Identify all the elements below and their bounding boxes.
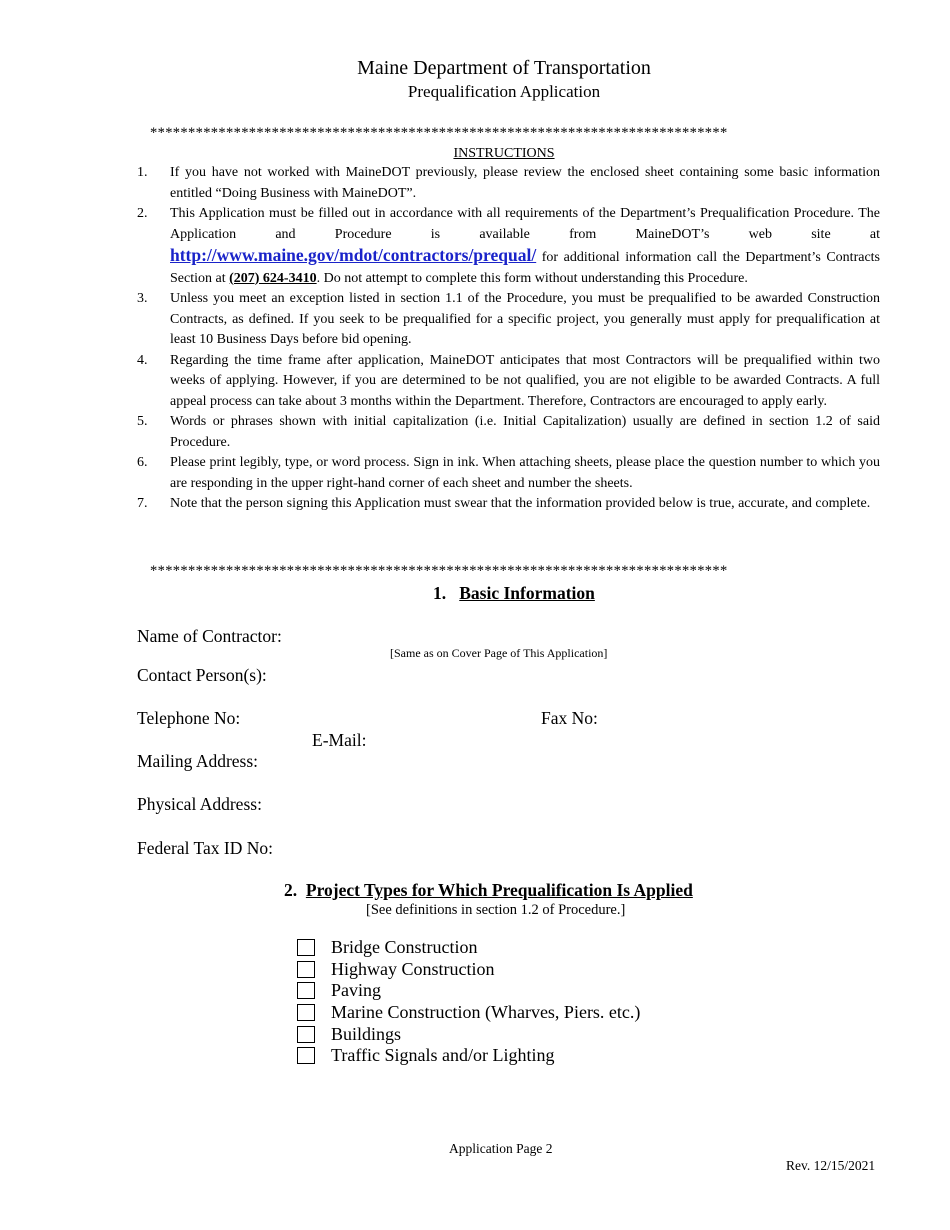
- document-subtitle: Prequalification Application: [407, 82, 601, 101]
- contractor-name-label: Name of Contractor:: [137, 626, 282, 646]
- section2-number: 2.: [284, 880, 298, 900]
- project-type-option: [297, 1002, 640, 1024]
- instruction-text: Regarding the time frame after application, MaineDOT anticipates that most Contractors will be prequalified within two weeks of applying. However, if you are determined to be not qualified, you are not eligible to be awarded Contracts. A full appeal process can take about 3 months within the Department. Therefore, Contractors are encouraged to apply early.: [170, 352, 880, 409]
- highway-construction-checkbox[interactable]: [297, 961, 315, 978]
- email-label: E-Mail:: [312, 730, 367, 750]
- checkbox-label: Bridge Construction: [331, 937, 478, 958]
- section1-number: 1.: [433, 583, 447, 603]
- instruction-item: [137, 163, 880, 204]
- telephone-label: Telephone No:: [137, 708, 241, 728]
- instruction-number: 2.: [137, 206, 148, 221]
- section2-title: Project Types for Which Prequalification Is Applied: [305, 880, 693, 900]
- fax-label: Fax No:: [541, 708, 598, 728]
- instruction-item: [137, 494, 880, 515]
- contracts-phone-number: (207) 624-3410: [229, 270, 317, 286]
- checkbox-label: Buildings: [331, 1023, 402, 1044]
- instruction-number: 1.: [137, 165, 148, 180]
- instruction-number: 7.: [137, 496, 148, 511]
- checkbox-label: Traffic Signals and/or Lighting: [331, 1045, 555, 1066]
- instruction-item: [137, 412, 880, 453]
- contractor-name-note: [Same as on Cover Page of This Application]: [390, 646, 608, 660]
- contact-person-label: Contact Person(s):: [137, 665, 267, 685]
- project-type-option: [297, 959, 640, 981]
- mailing-address-label: Mailing Address:: [137, 751, 259, 771]
- checkbox-label: Paving: [331, 980, 382, 1001]
- separator-bottom: ****************************************************************************: [150, 563, 728, 579]
- instruction-text-part: for additional information call the Department’s Contracts Section at: [170, 250, 880, 286]
- instruction-text: Unless you meet an exception listed in section 1.1 of the Procedure, you must be prequalified to be awarded Construction Contracts, as defined. If you seek to be prequalified for a specific project, you generally must apply for prequalification at least 10 Business Days before bid opening.: [170, 291, 880, 347]
- instruction-text: Note that the person signing this Application must swear that the information provided below is true, accurate, and complete.: [170, 496, 871, 511]
- marine-construction-checkbox[interactable]: [297, 1004, 315, 1021]
- instruction-item: [137, 204, 880, 289]
- instruction-item: [137, 351, 880, 413]
- checkbox-label: Marine Construction (Wharves, Piers. etc.): [331, 1002, 641, 1023]
- prequal-website-link[interactable]: http://www.maine.gov/mdot/contractors/prequal/: [170, 245, 537, 265]
- project-type-option: [297, 1045, 640, 1067]
- section2-heading: [284, 880, 693, 901]
- instruction-text-part: . Do not attempt to complete this form without understanding this Procedure.: [316, 270, 748, 286]
- instructions-list: [137, 163, 880, 515]
- traffic-signals-checkbox[interactable]: [297, 1047, 315, 1064]
- bridge-construction-checkbox[interactable]: [297, 939, 315, 956]
- federal-tax-id-label: Federal Tax ID No:: [137, 838, 273, 858]
- instruction-number: 3.: [137, 291, 148, 306]
- instruction-number: 6.: [137, 455, 148, 470]
- instruction-item: [137, 289, 880, 351]
- instruction-text-part: This Application must be filled out in accordance with all requirements of the Department’s Prequalification Procedure. The Application and Procedure is available from MaineDOT’s web site at: [170, 206, 880, 242]
- project-type-option: [297, 980, 640, 1002]
- document-title: Maine Department of Transportation: [357, 57, 651, 79]
- instruction-number: 4.: [137, 352, 148, 368]
- separator-top: ****************************************************************************: [150, 125, 728, 141]
- instructions-heading: INSTRUCTIONS: [453, 146, 555, 161]
- physical-address-label: Physical Address:: [137, 794, 262, 814]
- project-type-list: [297, 937, 640, 1067]
- instruction-text: Words or phrases shown with initial capitalization (i.e. Initial Capitalization) usually are defined in section 1.2 of said Procedure.: [170, 414, 880, 450]
- instruction-text: If you have not worked with MaineDOT previously, please review the enclosed sheet containing some basic information entitled “Doing Business with MaineDOT”.: [170, 165, 880, 201]
- revision-date: Rev. 12/15/2021: [786, 1158, 876, 1173]
- paving-checkbox[interactable]: [297, 982, 315, 999]
- section2-note: [See definitions in section 1.2 of Procedure.]: [366, 902, 626, 918]
- project-type-option: [297, 937, 640, 959]
- instruction-item: [137, 453, 880, 494]
- buildings-checkbox[interactable]: [297, 1026, 315, 1043]
- instruction-text: Please print legibly, type, or word process. Sign in ink. When attaching sheets, please place the question number to which you are responding in the upper right-hand corner of each sheet and number the sheets.: [170, 455, 880, 491]
- instruction-number: 5.: [137, 414, 148, 429]
- section1-title: Basic Information: [459, 583, 595, 603]
- instruction-text: [170, 204, 880, 289]
- checkbox-label: Highway Construction: [331, 958, 495, 979]
- section1-heading: [433, 583, 595, 604]
- project-type-option: [297, 1023, 640, 1045]
- page-number: Application Page 2: [449, 1141, 553, 1156]
